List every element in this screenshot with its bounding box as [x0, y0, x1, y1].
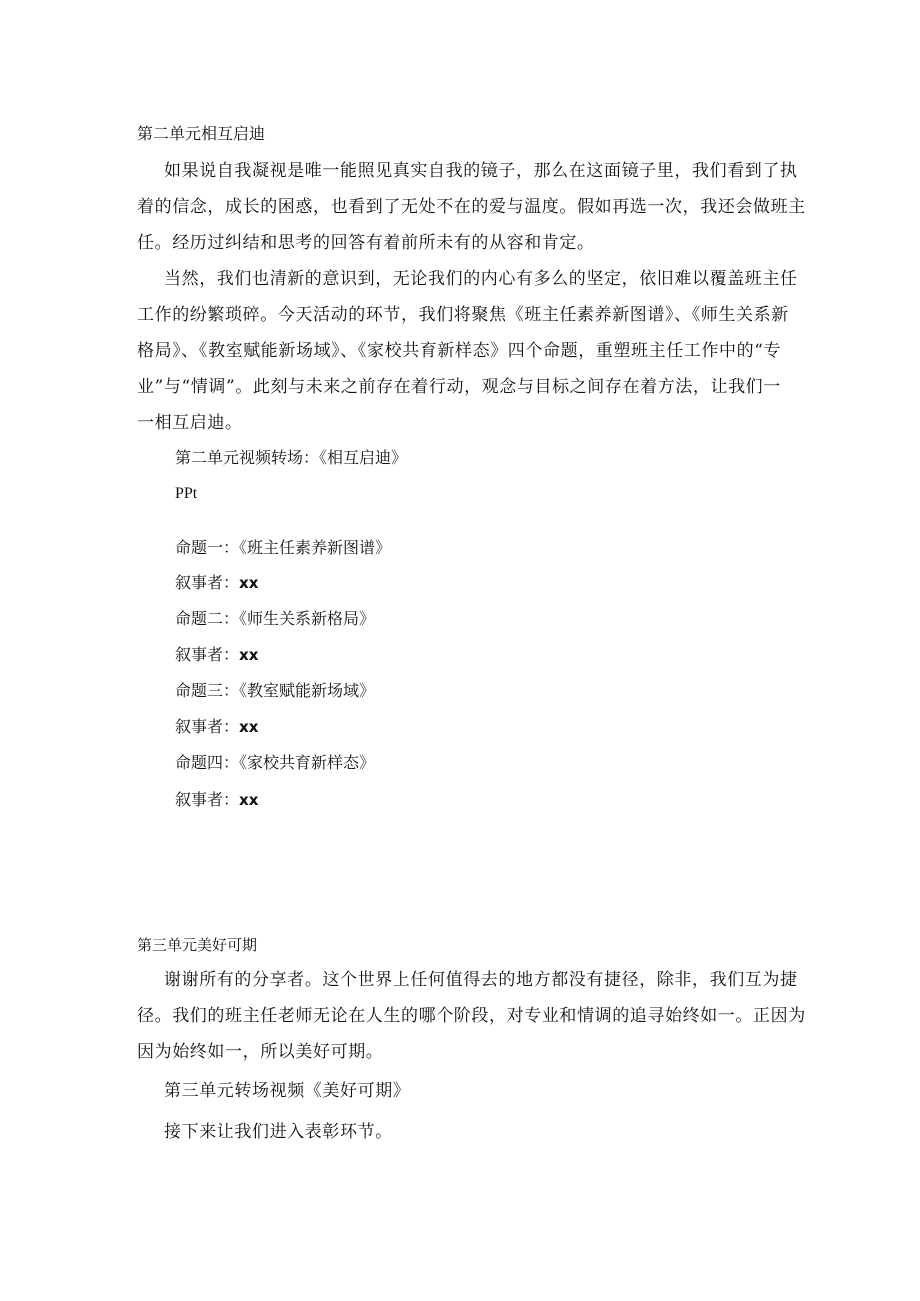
unit3-heading: 第三单元美好可期 — [137, 936, 258, 954]
topic-1-narrator-name: xx — [239, 574, 259, 592]
unit3-para1-line3: 因为始终如一，所以美好可期。 — [137, 1042, 384, 1062]
topic-3-narrator-name: xx — [239, 718, 259, 736]
unit2-para1-line3: 任。经历过纠结和思考的回答有着前所未有的从容和肯定。 — [137, 233, 595, 253]
unit2-para2-line2: 工作的纷繁琐碎。今天活动的环节，我们将聚焦《班主任素养新图谱》、《师生关系新 — [137, 305, 789, 325]
unit3-video-transition: 第三单元转场视频《美好可期》 — [164, 1081, 411, 1101]
topic-4-title: 命题四：《家校共育新样态》 — [175, 753, 376, 772]
unit3-para1-line1: 谢谢所有的分享者。这个世界上任何值得去的地方都没有捷径，除非，我们互为捷 — [164, 970, 798, 990]
unit2-para1-line2: 着的信念，成长的困惑，也看到了无处不在的爱与温度。假如再选一次，我还会做班主 — [137, 197, 806, 217]
unit3-next-segment: 接下来让我们进入表彰环节。 — [164, 1122, 393, 1142]
topic-2-title: 命题二：《师生关系新格局》 — [175, 609, 376, 628]
topic-1-narrator: 叙事者：xx — [175, 573, 259, 592]
unit3-para1-line2: 径。我们的班主任老师无论在人生的哪个阶段，对专业和情调的追寻始终如一。正因为 — [137, 1006, 806, 1026]
unit2-video-transition: 第二单元视频转场：《相互启迪》 — [175, 448, 408, 467]
unit2-ppt-label: PPt — [175, 485, 198, 502]
topic-2-narrator-name: xx — [239, 646, 259, 664]
topic-2-narrator: 叙事者：xx — [175, 645, 259, 664]
unit2-para2-line1: 当然，我们也清新的意识到，无论我们的内心有多么的坚定，依旧难以覆盖班主任 — [164, 269, 798, 289]
topic-4-narrator: 叙事者：xx — [175, 790, 259, 809]
unit2-para2-line4: 业”与“情调”。此刻与未来之前存在着行动，观念与目标之间存在着方法，让我们一 — [137, 377, 781, 397]
unit2-para1-line1: 如果说自我凝视是唯一能照见真实自我的镜子，那么在这面镜子里，我们看到了执 — [164, 161, 798, 181]
unit2-para2-line5: 一相互启迪。 — [137, 413, 243, 433]
topic-4-narrator-name: xx — [239, 791, 259, 809]
topic-3-narrator: 叙事者：xx — [175, 717, 259, 736]
topic-1-title: 命题一：《班主任素养新图谱》 — [175, 538, 392, 557]
topic-3-title: 命题三：《教室赋能新场域》 — [175, 681, 376, 700]
unit2-para2-line3: 格局》、《教室赋能新场域》、《家校共育新样态》四个命题，重塑班主任工作中的“专 — [137, 341, 782, 361]
unit2-heading: 第二单元相互启迪 — [137, 124, 266, 143]
